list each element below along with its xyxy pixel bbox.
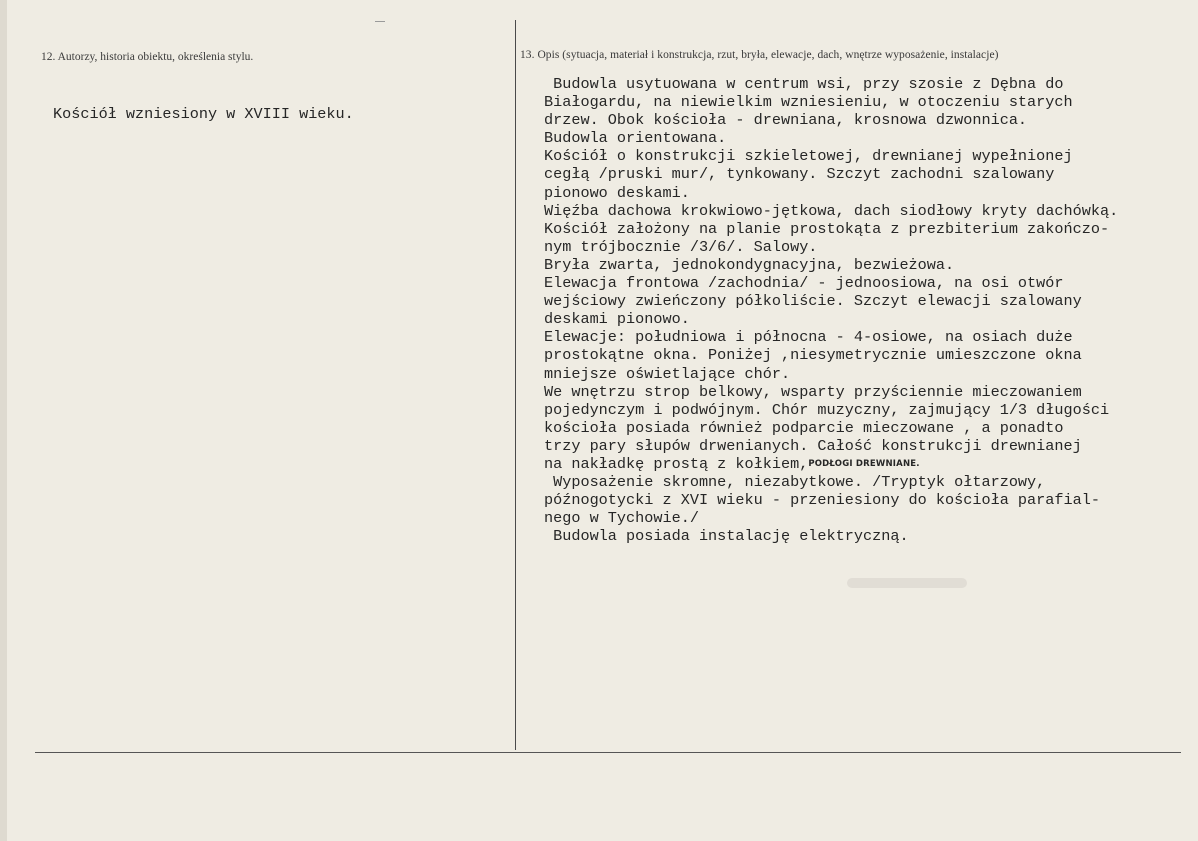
description-line-with-note bbox=[544, 455, 1194, 473]
description-line: nym trójbocznie /3/6/. Salowy. bbox=[544, 237, 818, 256]
section-12-typed-text: Kościół wzniesiony w XVIII wieku. bbox=[53, 105, 354, 123]
bottom-rule bbox=[35, 752, 1181, 753]
description-line: pojedynczym i podwójnym. Chór muzyczny, zajmujący 1/3 długości bbox=[544, 400, 1110, 419]
description-line-text: na nakładkę prostą z kołkiem, bbox=[544, 454, 809, 473]
section-13-description bbox=[544, 75, 1194, 545]
description-line: Białogardu, na niewielkim wzniesieniu, w otoczeniu starych bbox=[544, 93, 1073, 112]
description-line: późnogotycki z XVI wieku - przeniesiony do kościoła parafial- bbox=[544, 491, 1100, 510]
column-divider bbox=[515, 20, 516, 750]
description-line: Budowla orientowana. bbox=[544, 129, 727, 148]
description-line: Kościół założony na planie prostokąta z prezbiterium zakończo- bbox=[544, 219, 1110, 238]
paper-smudge bbox=[847, 578, 967, 588]
description-line: nego w Tychowie./ bbox=[544, 509, 699, 528]
description-line: drzew. Obok kościoła - drewniana, krosnowa dzwonnica. bbox=[544, 111, 1028, 130]
description-line: Elewacje: południowa i północna - 4-osiowe, na osiach duże bbox=[544, 328, 1073, 347]
description-line: deskami pionowo. bbox=[544, 310, 690, 329]
description-line: pionowo deskami. bbox=[544, 183, 690, 202]
description-line: We wnętrzu strop belkowy, wsparty przyściennie mieczowaniem bbox=[544, 382, 1082, 401]
section-12-label: 12. Autorzy, historia obiektu, określenia stylu. bbox=[41, 51, 254, 63]
description-line: Więźba dachowa krokwiowo-jętkowa, dach siodłowy kryty dachówką. bbox=[544, 201, 1119, 220]
description-line: Kościół o konstrukcji szkieletowej, drewnianej wypełnionej bbox=[544, 147, 1073, 166]
description-line: trzy pary słupów drwenianych. Całość konstrukcji drewnianej bbox=[544, 436, 1082, 455]
description-line: kościoła posiada również podparcie mieczowane , a ponadto bbox=[544, 418, 1064, 437]
description-line: prostokątne okna. Poniżej ,niesymetrycznie umieszczone okna bbox=[544, 346, 1082, 365]
description-line: cegłą /pruski mur/, tynkowany. Szczyt zachodni szalowany bbox=[544, 165, 1055, 184]
description-line: Budowla posiada instalację elektryczną. bbox=[544, 527, 909, 546]
description-line: Elewacja frontowa /zachodnia/ - jednoosiowa, na osi otwór bbox=[544, 274, 1064, 293]
description-line: Bryła zwarta, jednokondygnacyjna, bezwieżowa. bbox=[544, 255, 955, 274]
description-line: Budowla usytuowana w centrum wsi, przy szosie z Dębna do bbox=[544, 75, 1064, 93]
top-tick-mark bbox=[375, 21, 385, 22]
description-line: Wyposażenie skromne, niezabytkowe. /Tryptyk ołtarzowy, bbox=[544, 473, 1046, 492]
handwritten-note: PODŁOGI DREWNIANE. bbox=[808, 458, 920, 469]
description-line: mniejsze oświetlające chór. bbox=[544, 364, 791, 383]
description-line: wejściowy zwieńczony półkoliście. Szczyt elewacji szalowany bbox=[544, 292, 1082, 311]
section-13-label: 13. Opis (sytuacja, materiał i konstrukcja, rzut, bryła, elewacje, dach, wnętrze wyposażenie, instalacje) bbox=[520, 49, 999, 61]
